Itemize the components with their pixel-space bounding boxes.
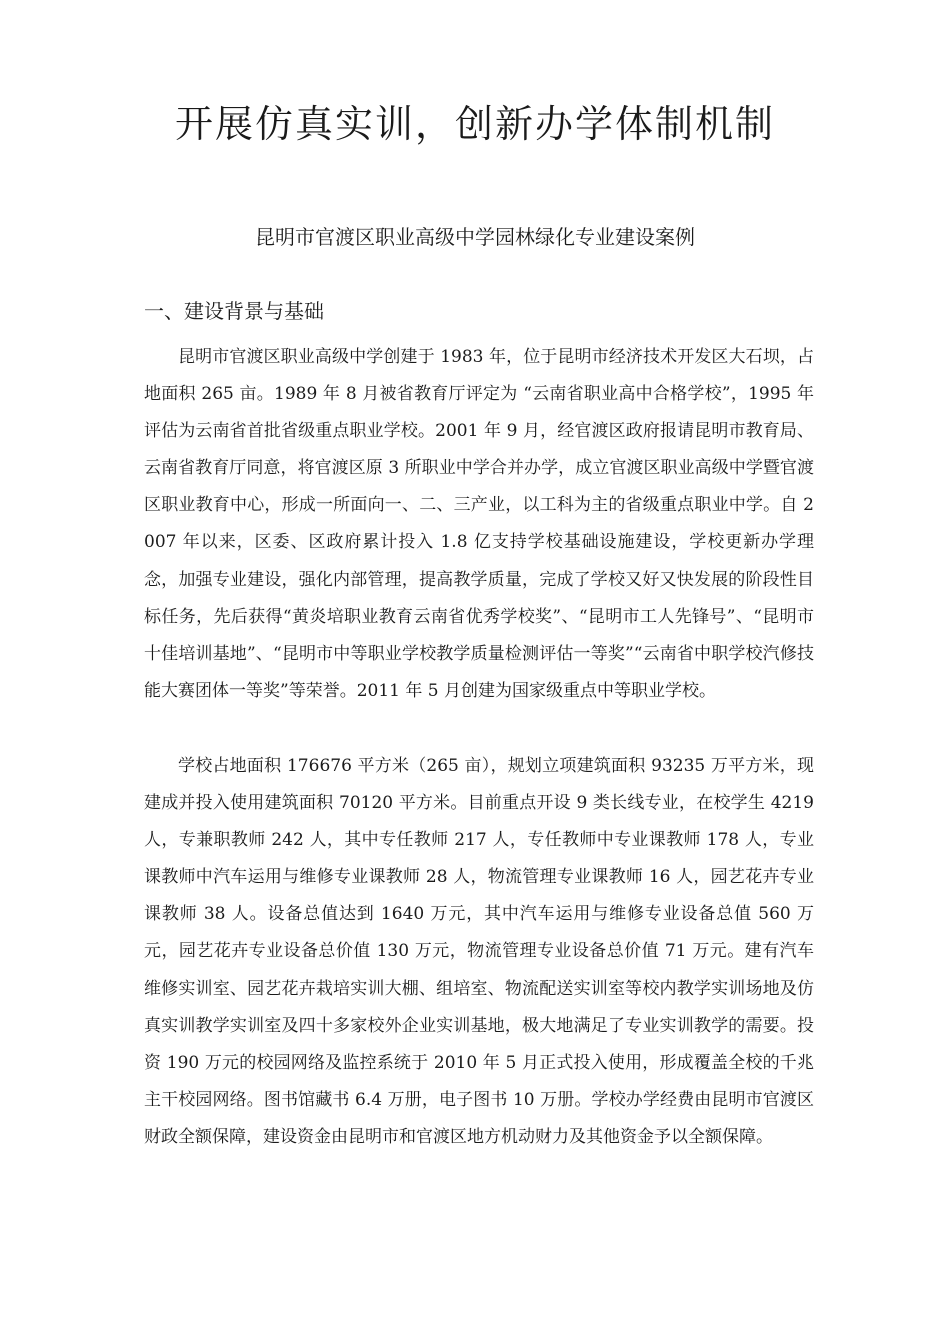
- document-subtitle: 昆明市官渡区职业高级中学园林绿化专业建设案例: [255, 225, 695, 249]
- body-paragraph: 学校占地面积 176676 平方米（265 亩），规划立项建筑面积 93235 万平方米，现建成并投入使用建筑面积 70120 平方米。目前重点开设 9 类长线专业，在校学生 4219 人，专兼职教师 242 人，其中专任教师 217 人，专任教师中专业课教师 178 人，专业课教师中汽车运用与维修专业课教师 28 人，物流管理专业课教师 16 人，园艺花卉专业课教师 38 人。设备总值达到 1640 万元，其中汽车运用与维修专业设备总值 560 万元，园艺花卉专业设备总价值 130 万元，物流管理专业设备总价值 71 万元。建有汽车维修实训室、园艺花卉栽培实训大棚、组培室、物流配送实训室等校内教学实训场地及仿真实训教学实训室及四十多家校外企业实训基地，极大地满足了专业实训教学的需要。投资 190 万元的校园网络及监控系统于 2010 年 5 月正式投入使用，形成覆盖全校的千兆主干校园网络。图书馆藏书 6.4 万册，电子图书 10 万册。学校办学经费由昆明市官渡区财政全额保障，建设资金由昆明市和官渡区地方机动财力及其他资金予以全额保障。: [144, 756, 814, 1147]
- section-heading: 一、建设背景与基础: [144, 299, 324, 323]
- document-title: 开展仿真实训，创新办学体制机制: [174, 102, 775, 146]
- body-paragraph: 昆明市官渡区职业高级中学创建于 1983 年，位于昆明市经济技术开发区大石坝，占地面积 265 亩。1989 年 8 月被省教育厅评定为 “云南省职业高中合格学校”，1995 年评估为云南省首批省级重点职业学校。2001 年 9 月，经官渡区政府报请昆明市教育局、云南省教育厅同意，将官渡区原 3 所职业中学合并办学，成立官渡区职业高级中学暨官渡区职业教育中心，形成一所面向一、二、三产业，以工科为主的省级重点职业中学。自 2007 年以来，区委、区政府累计投入 1.8 亿支持学校基础设施建设，学校更新办学理念，加强专业建设，强化内部管理，提高教学质量，完成了学校又好又快发展的阶段性目标任务，先后获得“黄炎培职业教育云南省优秀学校奖”、“昆明市工人先锋号”、“昆明市十佳培训基地”、“昆明市中等职业学校教学质量检测评估一等奖”“云南省中职学校汽修技能大赛团体一等奖”等荣誉。2011 年 5 月创建为国家级重点中等职业学校。: [144, 347, 814, 701]
